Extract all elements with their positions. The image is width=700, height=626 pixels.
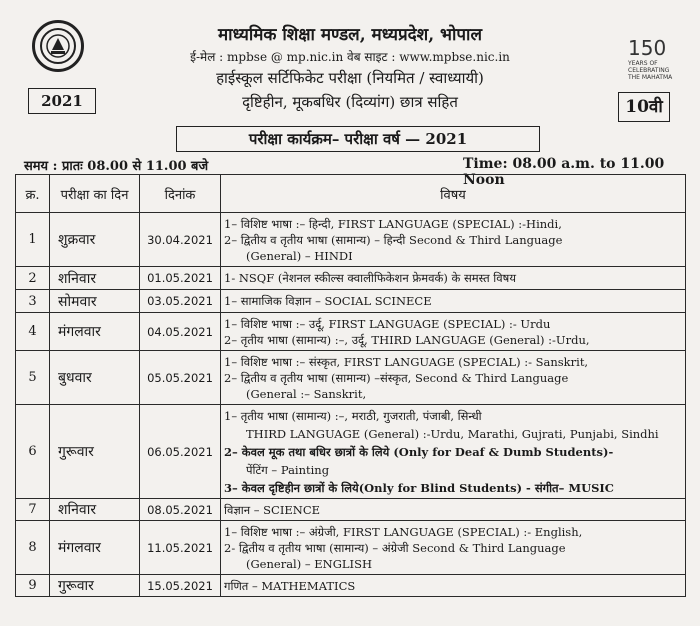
subject-line: 1– विशिष्ट भाषा :– अंग्रेजी, FIRST LANGUAGE (SPECIAL) :- English, — [224, 524, 583, 539]
subject-line: 1- NSQF (नेशनल स्कील्स क्वालीफिकेशन फ्रेमवर्क) के समस्त विषय — [224, 271, 516, 285]
board-name: माध्यमिक शिक्षा मण्डल, मध्यप्रदेश, भोपाल — [218, 25, 482, 45]
subject-line: 3– केवल दृष्टिहीन छात्रों के लिये(Only for Blind Students) - संगीत– MUSIC — [224, 480, 614, 495]
subject-line: 2– केवल मूक तथा बधिर छात्रों के लिये (Only for Deaf & Dumb Students)- — [224, 444, 614, 459]
subject-line: विज्ञान – SCIENCE — [224, 502, 321, 517]
subject-line: 2– द्वितीय व तृतीय भाषा (सामान्य) –संस्कृत, Second & Third Language — [224, 370, 569, 385]
table-row — [16, 405, 686, 499]
row-date: 15.05.2021 — [140, 575, 221, 597]
row-day: गुरूवार — [50, 575, 140, 597]
row-serial: 4 — [16, 313, 50, 351]
contact-line: ई-मेल : mpbse @ mp.nic.in वेब साइट : www.mpbse.nic.in — [190, 50, 510, 64]
subject-line: 2– तृतीय भाषा (सामान्य) :–, उर्दू, THIRD LANGUAGE (General) :-Urdu, — [224, 332, 590, 347]
row-serial: 1 — [16, 213, 50, 267]
row-date: 01.05.2021 — [140, 267, 221, 290]
row-serial: 6 — [16, 405, 50, 499]
row-date: 30.04.2021 — [140, 213, 221, 267]
time-english: Time: 08.00 a.m. to 11.00 Noon — [463, 156, 665, 188]
table-row — [16, 267, 686, 290]
row-date: 05.05.2021 — [140, 351, 221, 405]
year-box: 2021 — [28, 88, 96, 114]
table-row — [16, 290, 686, 313]
subject-line: 1– विशिष्ट भाषा :– हिन्दी, FIRST LANGUAGE (SPECIAL) :-Hindi, — [224, 216, 562, 231]
program-title: परीक्षा कार्यक्रम– परीक्षा वर्ष — 2021 — [176, 126, 540, 152]
subject-line: 1– विशिष्ट भाषा :– उर्दू, FIRST LANGUAGE (SPECIAL) :- Urdu — [224, 316, 551, 331]
subject-line: (General) – HINDI — [246, 248, 353, 263]
table-row — [16, 575, 686, 597]
subject-line: गणित – MATHEMATICS — [224, 578, 356, 593]
row-serial: 9 — [16, 575, 50, 597]
row-serial: 7 — [16, 499, 50, 521]
row-date: 11.05.2021 — [140, 521, 221, 575]
logo-150-text: 150 — [628, 36, 667, 60]
row-day: गुरूवार — [50, 405, 140, 499]
row-subject — [221, 213, 686, 267]
row-date: 04.05.2021 — [140, 313, 221, 351]
row-subject — [221, 405, 686, 499]
subject-line: 1– सामाजिक विज्ञान – SOCIAL SCINECE — [224, 294, 432, 308]
header-day: परीक्षा का दिन — [50, 175, 140, 213]
row-date: 03.05.2021 — [140, 290, 221, 313]
row-day: सोमवार — [50, 290, 140, 313]
table-header-row — [16, 175, 686, 213]
row-date: 06.05.2021 — [140, 405, 221, 499]
exam-schedule-table — [15, 174, 686, 597]
time-hindi: समय : प्रातः 08.00 से 11.00 बजे — [24, 159, 209, 174]
row-serial: 3 — [16, 290, 50, 313]
subject-line: 1– विशिष्ट भाषा :– संस्कृत, FIRST LANGUAGE (SPECIAL) :- Sanskrit, — [224, 354, 589, 369]
table-row — [16, 351, 686, 405]
exam-subtitle: दृष्टिहीन, मूकबधिर (दिव्यांग) छात्र सहित — [242, 93, 458, 111]
row-serial: 2 — [16, 267, 50, 290]
subject-line: 1– तृतीय भाषा (सामान्य) :–, मराठी, गुजराती, पंजाबी, सिन्धी — [224, 408, 482, 423]
table-row — [16, 213, 686, 267]
row-subject — [221, 267, 686, 290]
row-subject — [221, 521, 686, 575]
row-day: मंगलवार — [50, 521, 140, 575]
header-date: दिनांक — [140, 175, 221, 213]
logo-150-caption: YEARS OF CELEBRATING THE MAHATMA — [628, 60, 673, 81]
header-subject: विषय — [221, 175, 686, 213]
subject-line: 2- द्वितीय व तृतीय भाषा (सामान्य) – अंग्रेजी Second & Third Language — [224, 540, 566, 555]
subject-line: THIRD LANGUAGE (General) :-Urdu, Marathi, Gujrati, Punjabi, Sindhi — [246, 426, 659, 441]
subject-line: (General :– Sanskrit, — [246, 386, 367, 401]
row-day: मंगलवार — [50, 313, 140, 351]
row-subject — [221, 290, 686, 313]
class-box: 10वी — [618, 92, 670, 122]
row-day: शनिवार — [50, 499, 140, 521]
row-serial: 8 — [16, 521, 50, 575]
row-subject — [221, 575, 686, 597]
document-header — [0, 0, 700, 188]
row-serial: 5 — [16, 351, 50, 405]
row-date: 08.05.2021 — [140, 499, 221, 521]
row-subject — [221, 313, 686, 351]
exam-title: हाईस्कूल सर्टिफिकेट परीक्षा (नियमित / स्वाध्यायी) — [216, 69, 484, 87]
table-row — [16, 499, 686, 521]
table-row — [16, 521, 686, 575]
row-day: शनिवार — [50, 267, 140, 290]
row-day: शुक्रवार — [50, 213, 140, 267]
row-day: बुधवार — [50, 351, 140, 405]
header-serial: क्र. — [16, 175, 50, 213]
table-row — [16, 313, 686, 351]
subject-line: (General) – ENGLISH — [246, 556, 373, 571]
subject-line: पेंटिंग – Painting — [246, 462, 330, 477]
row-subject — [221, 499, 686, 521]
row-subject — [221, 351, 686, 405]
subject-line: 2– द्वितीय व तृतीय भाषा (सामान्य) – हिन्दी Second & Third Language — [224, 232, 563, 247]
